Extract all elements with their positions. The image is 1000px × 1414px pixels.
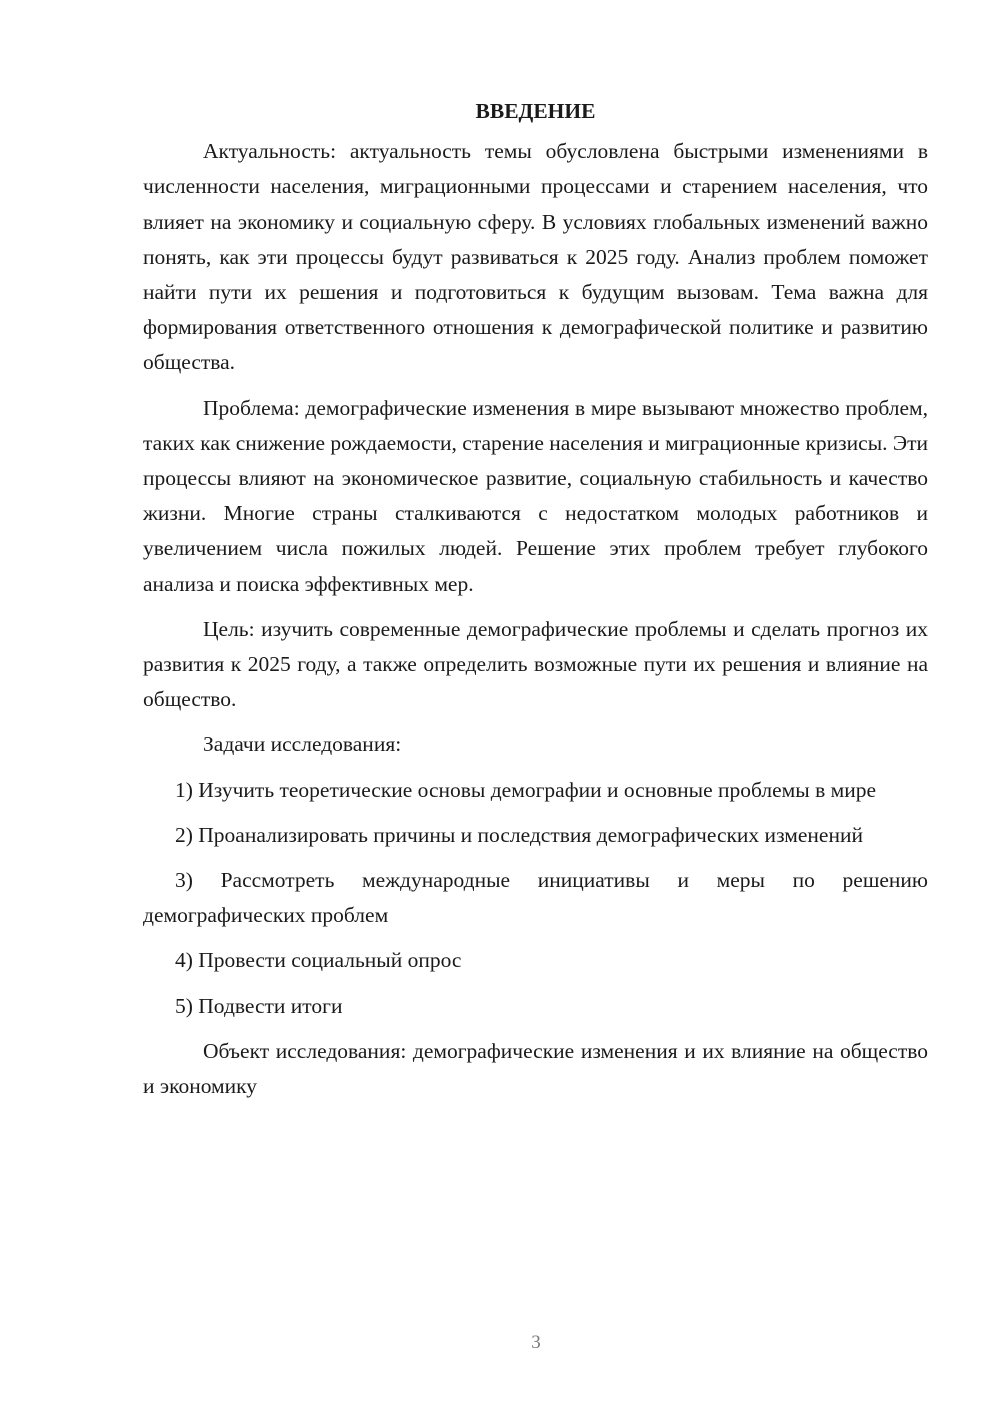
paragraph-tasks-title: Задачи исследования: <box>203 732 402 757</box>
task-item-2: 2) Проанализировать причины и последствия демографических изменений <box>175 822 863 847</box>
paragraph-problem: Проблема: демографические изменения в мире вызывают множество проблем, таких как снижение рождаемости, старение населения и миграционные кризисы. Эти процессы влияют на экономическое развитие, социальную стабильность и качество жизни. Многие страны сталкиваются с недостатком молодых работников и увеличением числа пожилых людей. Решение этих проблем требует глубокого анализа и поиска эффективных мер. <box>143 395 928 596</box>
task-item-5: 5) Подвести итоги <box>175 993 343 1018</box>
task-item-3: 3) Рассмотреть международные инициативы и меры по решению демографических проблем <box>143 868 928 928</box>
document-body <box>143 94 928 1114</box>
paragraph-goal: Цель: изучить современные демографические проблемы и сделать прогноз их развития к 2025 году, а также определить возможные пути их решения и влияние на общество. <box>143 616 928 712</box>
task-item-1: 1) Изучить теоретические основы демографии и основные проблемы в мире <box>175 777 877 802</box>
page-number: 3 <box>531 1332 541 1353</box>
section-heading: ВВЕДЕНИЕ <box>475 99 596 123</box>
task-item-4: 4) Провести социальный опрос <box>175 948 462 973</box>
paragraph-object: Объект исследования: демографические изменения и их влияние на общество и экономику <box>143 1038 928 1099</box>
paragraph-relevance: Актуальность: актуальность темы обусловлена быстрыми изменениями в численности населения, миграционными процессами и старением населения, что влияет на экономику и социальную сферу. В условиях глобальных изменений важно понять, как эти процессы будут развиваться к 2025 году. Анализ проблем поможет найти пути их решения и подготовиться к будущим вызовам. Тема важна для формирования ответственного отношения к демографической политике и развитию общества. <box>143 139 928 375</box>
